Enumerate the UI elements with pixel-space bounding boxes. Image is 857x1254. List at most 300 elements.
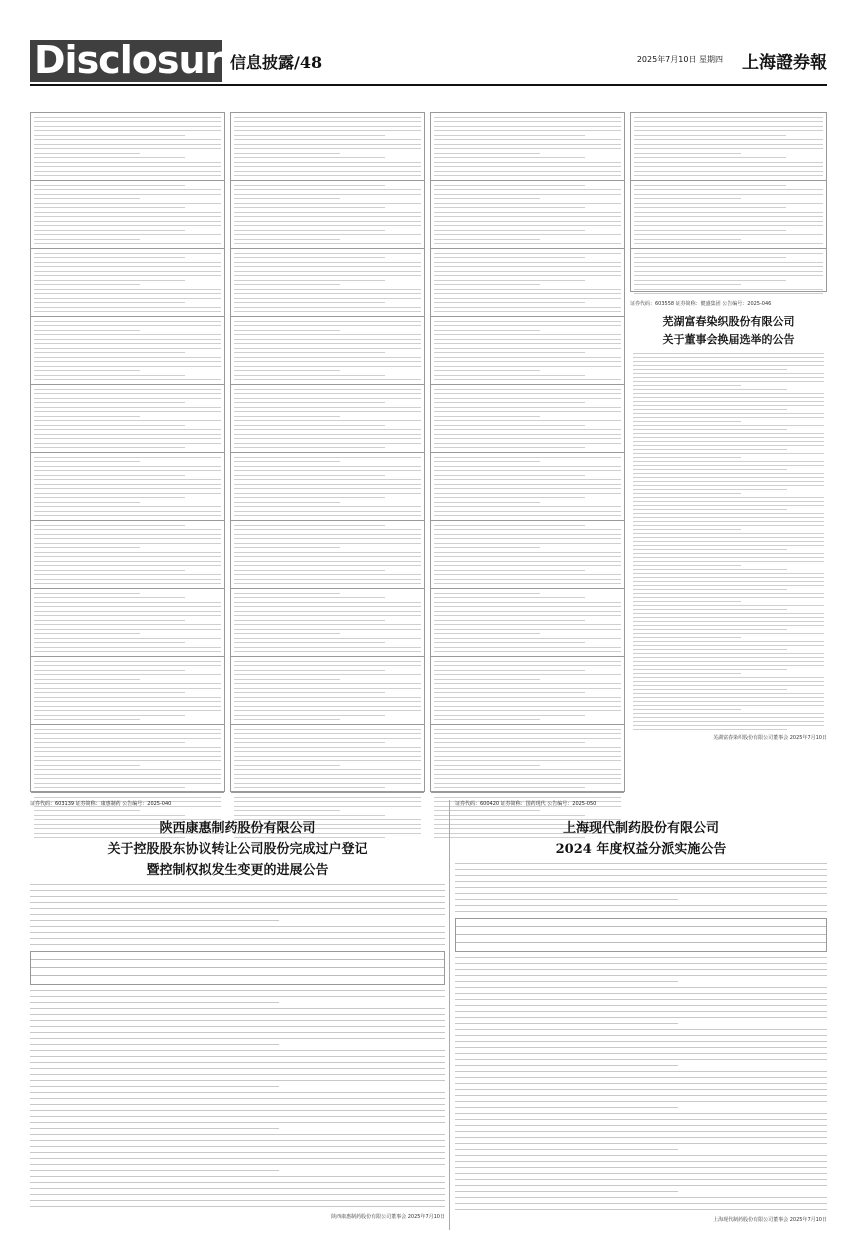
text-line [633,505,824,506]
text-line [633,521,824,522]
text-line [634,243,823,244]
text-line [434,466,621,467]
text-line [633,489,787,490]
text-line [634,157,786,158]
text-line [34,257,185,258]
text-line [633,717,824,718]
text-line [455,999,827,1000]
text-line [34,506,221,507]
text-line [234,778,421,779]
text-line [634,221,823,222]
text-line [455,869,827,870]
text-line [30,1032,445,1033]
text-line [234,484,421,485]
newspaper-name: 上海證券報 [742,53,827,73]
text-line [434,538,621,539]
text-line [634,289,823,290]
text-line [455,1143,827,1144]
text-line [455,1065,678,1066]
text-line [455,1179,827,1180]
text-line [633,577,824,578]
text-line [633,545,824,546]
text-line [234,783,421,784]
text-line [34,638,221,639]
notice-title: 2024 年度权益分派实施公告 [555,842,727,857]
text-line [434,289,621,290]
table-row-divider [431,180,624,181]
text-line [34,778,221,779]
text-line [455,1125,827,1126]
text-line [633,377,824,378]
text-line [234,221,421,222]
text-line [633,565,741,566]
table-row [31,968,444,976]
text-line [34,760,221,761]
text-line [633,557,824,558]
text-line [455,1209,827,1210]
text-line [234,552,421,553]
text-line [455,1017,827,1018]
text-line [34,756,221,757]
text-line [234,583,421,584]
text-line [34,484,221,485]
text-line [234,370,340,371]
text-line [633,469,787,470]
text-line [30,1098,445,1099]
text-line [234,765,340,766]
text-line [234,157,385,158]
notice-company: 上海现代制药股份有限公司 [562,821,719,836]
text-line [234,239,340,240]
text-line [234,475,385,476]
text-line [34,447,185,448]
text-line [633,613,824,614]
text-line [434,461,540,462]
text-line [434,253,621,254]
text-line [34,679,140,680]
text-line [234,266,421,267]
text-line [34,470,221,471]
table-row-divider [431,724,624,725]
text-line [34,697,221,698]
text-line [234,434,421,435]
text-line [434,738,621,739]
table-row-divider [231,792,424,793]
text-line [634,284,741,285]
text-line [34,311,221,312]
text-line [34,302,185,303]
text-line [455,1101,827,1102]
text-line [633,357,824,358]
text-line [434,783,621,784]
text-line [434,203,621,204]
text-line [234,679,340,680]
text-line [30,1128,279,1129]
notice-codes: 证券代码：603139 证券简称：康惠制药 公告编号：2025-040 [30,801,172,807]
text-line [634,148,823,149]
text-line [34,751,221,752]
text-line [434,135,585,136]
text-line [633,673,741,674]
text-line [234,593,340,594]
text-line [30,1194,445,1195]
text-line [234,733,421,734]
text-line [234,121,421,122]
text-line [234,633,340,634]
text-line [434,751,621,752]
text-line [34,425,185,426]
text-line [633,729,787,730]
text-line [34,738,221,739]
text-line [34,339,221,340]
text-line [234,293,421,294]
text-line [34,357,221,358]
text-line [634,121,823,122]
text-line [234,148,421,149]
text-line [30,1176,445,1177]
text-line [34,683,221,684]
table-row-divider [231,180,424,181]
table-row [31,960,444,968]
text-line [234,493,421,494]
notice-signature: 芜湖富春染织股份有限公司董事会 2025年7月10日 [713,735,827,741]
text-line [234,738,421,739]
table-row-divider [31,248,224,249]
text-line [34,239,140,240]
text-line [633,637,741,638]
text-line [30,908,445,909]
text-line [34,389,221,390]
text-line [434,393,621,394]
text-line [34,171,221,172]
text-line [434,216,621,217]
text-line [455,963,827,964]
text-line [434,411,621,412]
text-line [30,890,445,891]
text-line [234,343,421,344]
text-line [633,653,824,654]
text-line [34,157,185,158]
text-line [234,216,421,217]
text-line [234,175,421,176]
text-line [34,602,221,603]
table-column-3 [430,112,625,792]
notice-body [455,863,827,1210]
text-line [34,651,221,652]
text-line [633,441,824,442]
data-table [455,918,827,952]
text-line [234,321,421,322]
text-line [34,321,221,322]
text-line [34,253,221,254]
text-line [34,543,221,544]
text-line [234,311,421,312]
text-line [234,579,421,580]
text-line [633,593,824,594]
text-line [434,212,621,213]
text-line [634,266,823,267]
text-line [434,747,621,748]
text-line [434,470,621,471]
text-line [434,534,621,535]
text-line [434,701,621,702]
text-line [30,1146,445,1147]
text-line [234,289,421,290]
text-line [34,139,221,140]
text-line [455,957,827,958]
text-line [34,593,140,594]
text-line [34,620,185,621]
text-line [434,706,621,707]
text-line [234,307,421,308]
text-line [34,225,221,226]
text-line [34,153,140,154]
text-line [633,541,824,542]
text-line [234,203,421,204]
text-line [234,466,421,467]
text-line [34,275,221,276]
text-line [634,175,823,176]
text-line [434,239,540,240]
text-line [455,975,827,976]
text-line [455,1149,678,1150]
text-line [633,425,824,426]
text-line [34,234,221,235]
text-line [234,330,340,331]
text-line [434,420,621,421]
text-line [234,348,421,349]
table-row-divider [631,248,826,249]
text-line [633,701,824,702]
text-line [434,797,621,798]
text-line [434,302,585,303]
text-line [634,257,786,258]
text-line [34,352,185,353]
text-line [634,253,823,254]
text-line [234,629,421,630]
text-line [455,1029,827,1030]
text-line [34,175,221,176]
text-line [455,1107,678,1108]
text-line [30,1188,445,1189]
text-line [633,385,741,386]
text-line [34,262,221,263]
section-title: 信息披露/48 [230,53,323,72]
text-line [30,1122,445,1123]
table-column-1 [30,112,225,792]
text-line [455,987,827,988]
text-line [633,569,787,570]
text-line [634,135,786,136]
table-row-divider [431,792,624,793]
text-line [633,585,824,586]
text-line [30,1086,279,1087]
text-line [234,117,421,118]
text-line [34,370,140,371]
text-line [434,280,585,281]
notice-codes: 证券代码：600420 证券简称：国药现代 公告编号：2025-050 [455,801,597,807]
text-line [34,434,221,435]
text-line [434,561,621,562]
text-line [434,425,585,426]
text-line [234,624,421,625]
text-line [634,126,823,127]
text-line [633,493,741,494]
text-line [455,1197,827,1198]
table-column-4 [630,112,827,292]
text-line [634,189,823,190]
text-line [34,615,221,616]
text-line [633,561,824,562]
text-line [455,893,827,894]
text-line [434,121,621,122]
text-line [633,677,824,678]
text-line [434,511,621,512]
text-line [234,497,385,498]
text-line [34,624,221,625]
text-line [34,243,221,244]
text-line [434,565,621,566]
text-line [234,135,385,136]
text-line [633,433,824,434]
text-line [234,130,421,131]
text-line [34,511,221,512]
notice-title: 关于董事会换届选举的公告 [662,333,795,346]
text-line [234,334,421,335]
text-line [34,538,221,539]
text-line [633,625,824,626]
text-line [34,361,221,362]
text-line [34,502,140,503]
text-line [34,579,221,580]
text-line [434,760,621,761]
text-line [434,375,585,376]
table-row [31,952,444,960]
text-line [434,398,621,399]
text-line [234,665,421,666]
text-line [434,506,621,507]
text-line [30,1080,445,1081]
text-line [633,537,824,538]
text-line [634,139,823,140]
text-line [34,665,221,666]
table-row-divider [31,520,224,521]
text-line [633,681,824,682]
text-line [434,194,621,195]
text-line [633,705,824,706]
text-line [34,706,221,707]
text-line [234,651,421,652]
text-line [34,787,185,788]
text-line [234,171,421,172]
text-line [633,605,824,606]
table-row-divider [31,384,224,385]
text-line [633,365,824,366]
table-row-divider [31,180,224,181]
text-line [234,683,421,684]
text-line [234,457,421,458]
text-line [34,570,185,571]
text-line [34,289,221,290]
text-line [434,434,621,435]
text-line [434,479,621,480]
text-line [633,501,824,502]
text-line [234,339,421,340]
text-line [633,693,824,694]
text-line [434,130,621,131]
text-line [434,234,621,235]
text-line [234,747,421,748]
text-line [633,697,824,698]
text-line [434,144,621,145]
table-column-2 [230,112,425,792]
text-line [234,570,385,571]
text-line [434,293,621,294]
text-line [34,135,185,136]
text-line [634,230,786,231]
text-line [434,583,621,584]
text-line [34,729,221,730]
text-line [34,330,140,331]
table-row-divider [231,656,424,657]
text-line [434,692,585,693]
text-line [34,144,221,145]
text-line [34,642,185,643]
text-line [34,207,185,208]
notice-company: 芜湖富春染织股份有限公司 [662,315,795,328]
text-line [34,719,140,720]
text-line [30,1140,445,1141]
text-line [455,1077,827,1078]
text-line [434,243,621,244]
text-line [434,262,621,263]
text-line [234,602,421,603]
text-line [34,429,221,430]
text-line [455,1089,827,1090]
table-row-divider [231,248,424,249]
text-line [234,253,421,254]
text-line [434,307,621,308]
text-line [34,493,221,494]
text-line [434,710,621,711]
text-line [34,747,221,748]
text-line [633,649,787,650]
text-line [30,1074,445,1075]
text-line [434,679,540,680]
table-row-divider [431,588,624,589]
text-line [34,212,221,213]
text-line [30,1170,279,1171]
text-line [434,189,621,190]
text-line [34,343,221,344]
text-line [455,875,827,876]
notice-codes: 证券代码：603558 证券简称：健盛集团 公告编号：2025-046 [630,301,772,307]
text-line [455,1131,827,1132]
text-line [34,574,221,575]
text-line [434,629,621,630]
text-line [234,670,385,671]
text-line [34,203,221,204]
text-line [234,407,421,408]
text-line [633,461,824,462]
table-row [31,976,444,984]
text-line [633,417,824,418]
text-line [34,475,185,476]
text-line [434,756,621,757]
text-line [234,257,385,258]
text-line [234,230,385,231]
table-row-divider [431,452,624,453]
